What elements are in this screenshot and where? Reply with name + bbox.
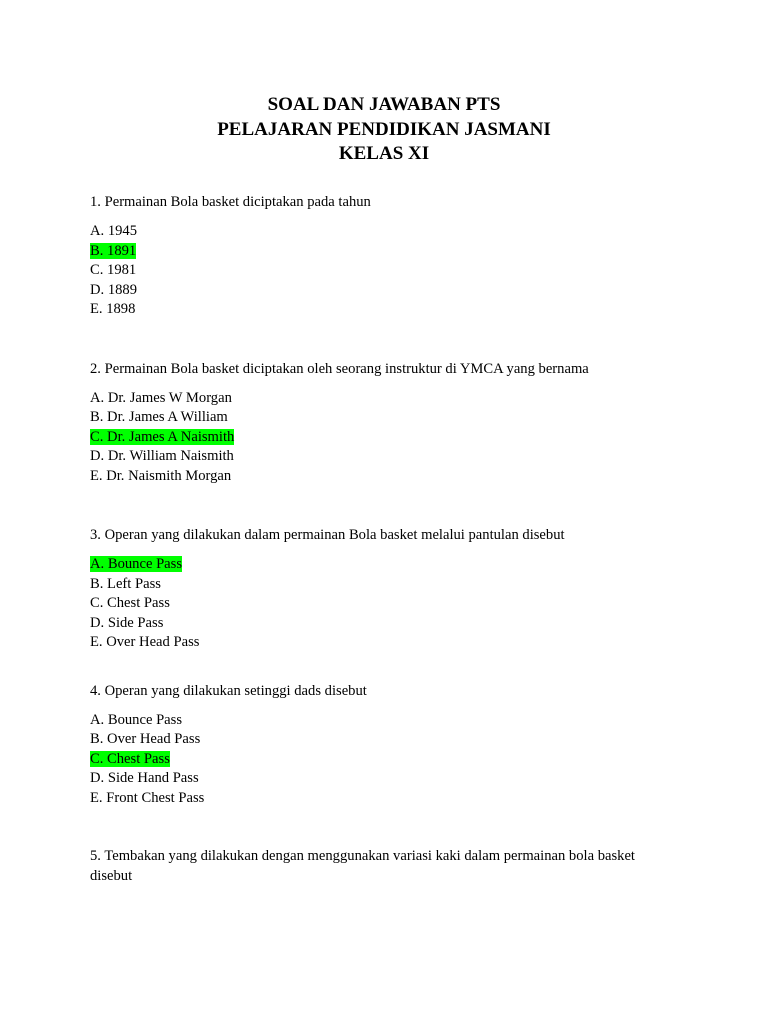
option-item <box>90 769 680 789</box>
question-block <box>90 847 680 886</box>
question-text: 2. Permainan Bola basket diciptakan oleh seorang instruktur di YMCA yang bernama <box>90 360 589 377</box>
option-item <box>90 261 680 281</box>
option-item <box>90 408 680 428</box>
title-line-1: SOAL DAN JAWABAN PTS <box>267 94 501 115</box>
question-block <box>90 193 680 320</box>
option-item <box>90 711 680 731</box>
title-line-3: KELAS XI <box>338 143 430 164</box>
question-text: 5. Tembakan yang dilakukan dengan menggunakan variasi kaki dalam permainan bola basket disebut <box>90 848 635 884</box>
option-text: E. Over Head Pass <box>90 634 200 650</box>
option-item <box>90 594 680 614</box>
options-list <box>90 555 680 653</box>
correct-answer-highlight: A. Bounce Pass <box>90 556 183 572</box>
option-text: C. Chest Pass <box>90 595 170 611</box>
option-text: B. Over Head Pass <box>90 731 201 747</box>
option-text: E. Front Chest Pass <box>90 789 205 806</box>
option-text: E. Dr. Naismith Morgan <box>90 467 232 484</box>
option-item <box>90 614 680 634</box>
option-item <box>90 447 680 467</box>
option-text: A. 1945 <box>90 223 138 239</box>
question-block <box>90 682 680 809</box>
option-item <box>90 222 680 242</box>
document-title <box>0 93 768 167</box>
option-item <box>90 789 680 809</box>
option-item-correct <box>90 750 680 770</box>
option-text: D. Side Pass <box>90 614 164 631</box>
option-item-correct <box>90 242 680 262</box>
option-text: C. 1981 <box>90 262 137 278</box>
questions-list <box>90 193 680 915</box>
option-text: B. Dr. James A William <box>90 409 228 425</box>
correct-answer-highlight: C. Dr. James A Naismith <box>90 428 235 445</box>
question-block <box>90 526 680 653</box>
option-text: B. Left Pass <box>90 575 161 592</box>
option-item <box>90 467 680 487</box>
question-text: 1. Permainan Bola basket diciptakan pada tahun <box>90 194 371 210</box>
option-item-correct <box>90 555 680 575</box>
option-item <box>90 730 680 750</box>
question-text: 3. Operan yang dilakukan dalam permainan Bola basket melalui pantulan disebut <box>90 527 565 543</box>
option-text: D. 1889 <box>90 281 138 298</box>
question-block <box>90 360 680 487</box>
option-item <box>90 633 680 653</box>
options-list <box>90 389 680 487</box>
option-text: D. Side Hand Pass <box>90 770 199 786</box>
options-list <box>90 711 680 809</box>
option-item-correct <box>90 428 680 448</box>
option-text: A. Bounce Pass <box>90 711 183 728</box>
option-text: E. 1898 <box>90 301 136 317</box>
title-line-2: PELAJARAN PENDIDIKAN JASMANI <box>217 118 551 140</box>
option-item <box>90 300 680 320</box>
options-list <box>90 222 680 320</box>
option-item <box>90 389 680 409</box>
correct-answer-highlight: C. Chest Pass <box>90 750 170 767</box>
option-text: D. Dr. William Naismith <box>90 448 234 464</box>
question-text: 4. Operan yang dilakukan setinggi dads disebut <box>90 682 367 699</box>
correct-answer-highlight: B. 1891 <box>90 242 137 259</box>
option-item <box>90 575 680 595</box>
option-item <box>90 281 680 301</box>
option-text: A. Dr. James W Morgan <box>90 389 232 406</box>
